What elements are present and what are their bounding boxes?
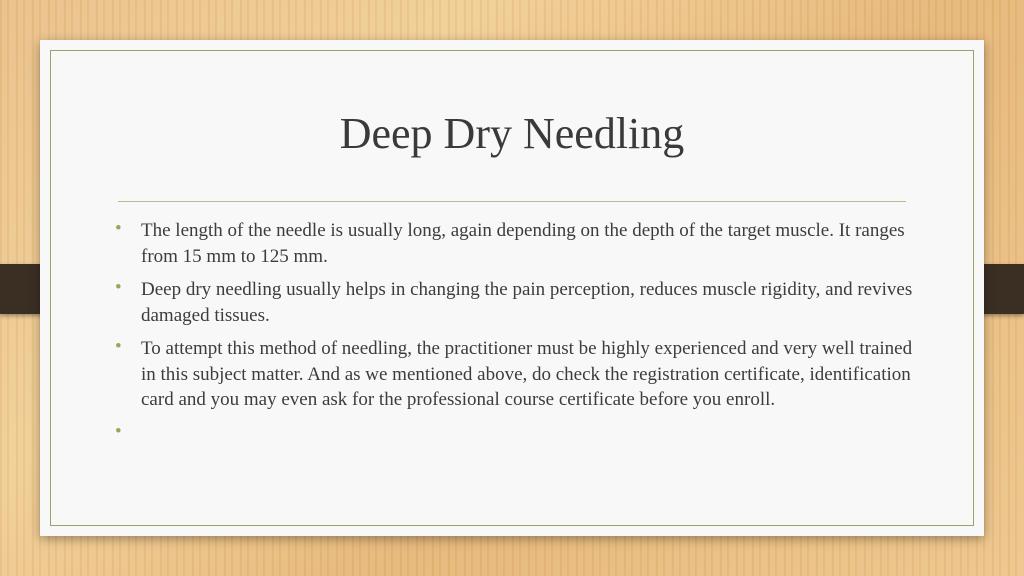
bullet-item [115,336,915,413]
bullet-dot-icon: • [115,277,122,298]
bullet-item [115,277,915,328]
slide-title: Deep Dry Needling [339,109,685,158]
bullet-item [115,218,915,269]
bullet-dot-icon: • [115,420,122,442]
bullet-text: Deep dry needling usually helps in changing the pain perception, reduces muscle rigidity, and revives damaged tissues. [141,279,913,326]
bullet-dot-icon: • [115,336,122,357]
slide [40,40,984,536]
bullet-text: The length of the needle is usually long, again depending on the depth of the target muscle. It ranges from 15 mm to 125 mm. [141,220,905,267]
bullet-list [115,218,915,442]
bullet-dot-icon: • [115,218,122,239]
bullet-text: To attempt this method of needling, the practitioner must be highly experienced and very well trained in this subject matter. And as we mentioned above, do check the registration certificate, identification card and you may even ask for the professional course certificate before you enroll. [141,338,913,410]
title-divider [118,201,906,202]
